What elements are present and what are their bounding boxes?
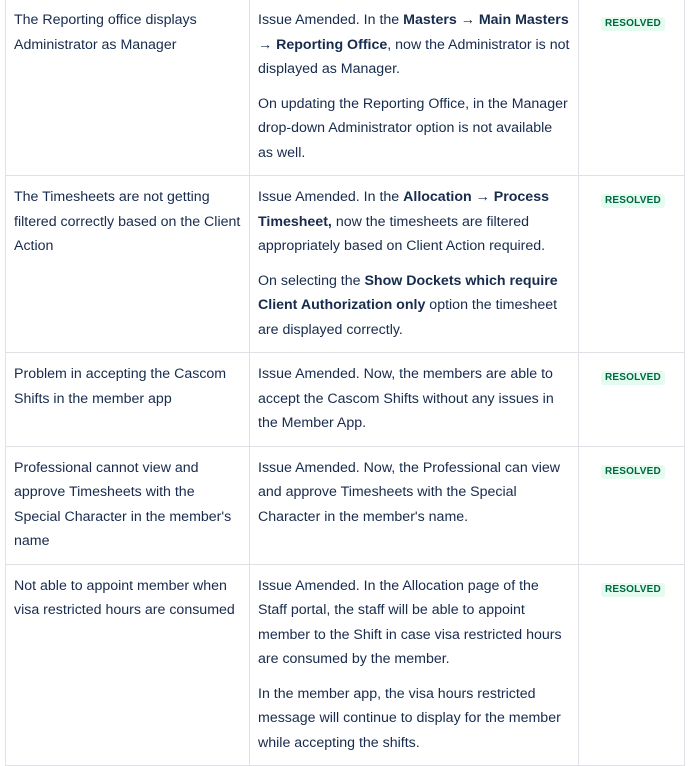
status-cell — [579, 446, 685, 564]
issues-table — [5, 0, 685, 766]
menu-path: Masters → Main Masters → Reporting Office — [258, 12, 569, 53]
issue-cell — [6, 0, 250, 176]
issue-text: Not able to appoint member when visa restricted hours are consumed — [14, 577, 235, 618]
table-row — [6, 0, 685, 176]
resolution-text: , now the Administrator is not displayed as Manager. — [258, 36, 570, 77]
resolution-text: option the timesheet are displayed correctly. — [258, 297, 558, 338]
status-badge: RESOLVED — [601, 583, 665, 597]
resolution-paragraph: Issue Amended. Now, the members are able to accept the Cascom Shifts without any issues in the Member App. — [258, 366, 554, 431]
status-cell — [579, 0, 685, 176]
status-cell — [579, 176, 685, 353]
status-badge: RESOLVED — [601, 465, 665, 479]
status-badge: RESOLVED — [601, 17, 665, 31]
issue-cell — [6, 353, 250, 447]
resolution-paragraph — [258, 269, 570, 343]
resolution-cell — [250, 0, 579, 176]
resolution-paragraph: On updating the Reporting Office, in the Manager drop-down Administrator option is not available as well. — [258, 95, 568, 161]
issue-text: The Reporting office displays Administrator as Manager — [14, 12, 197, 53]
issue-cell — [6, 446, 250, 564]
resolution-cell — [250, 446, 579, 564]
issue-cell — [6, 564, 250, 766]
status-badge: RESOLVED — [601, 371, 665, 385]
resolution-paragraph — [258, 8, 570, 82]
table-row — [6, 353, 685, 447]
issue-text: Problem in accepting the Cascom Shifts in the member app — [14, 366, 227, 407]
status-cell — [579, 353, 685, 447]
table-row — [6, 176, 685, 353]
resolution-cell — [250, 564, 579, 766]
resolution-paragraph: Issue Amended. In the Allocation page of the Staff portal, the staff will be able to appoint member to the Shift in case visa restricted hours are consumed by the member. — [258, 577, 562, 667]
resolution-paragraph: Issue Amended. Now, the Professional can view and approve Timesheets with the Special Character in the member's name. — [258, 459, 561, 525]
resolution-paragraph — [258, 185, 570, 259]
resolution-text: Issue Amended. In the — [258, 189, 404, 205]
resolution-text: On selecting the — [258, 272, 365, 289]
issue-cell — [6, 176, 250, 353]
issue-text: The Timesheets are not getting filtered correctly based on the Client Action — [14, 189, 241, 254]
table-row — [6, 564, 685, 766]
issue-text: Professional cannot view and approve Timesheets with the Special Character in the member's name — [14, 459, 232, 549]
status-badge: RESOLVED — [601, 194, 665, 208]
status-cell — [579, 564, 685, 766]
resolution-text: Issue Amended. In the — [258, 12, 404, 28]
menu-path: Allocation → Process Timesheet, — [258, 189, 549, 230]
resolution-paragraph: In the member app, the visa hours restricted message will continue to display for the member while accepting the shifts. — [258, 685, 561, 751]
option-name: Show Dockets which require Client Authorization only — [258, 272, 558, 313]
resolution-cell — [250, 353, 579, 447]
resolution-cell — [250, 176, 579, 353]
table-row — [6, 446, 685, 564]
resolution-text: now the timesheets are filtered appropriately based on Client Action required. — [258, 213, 546, 254]
